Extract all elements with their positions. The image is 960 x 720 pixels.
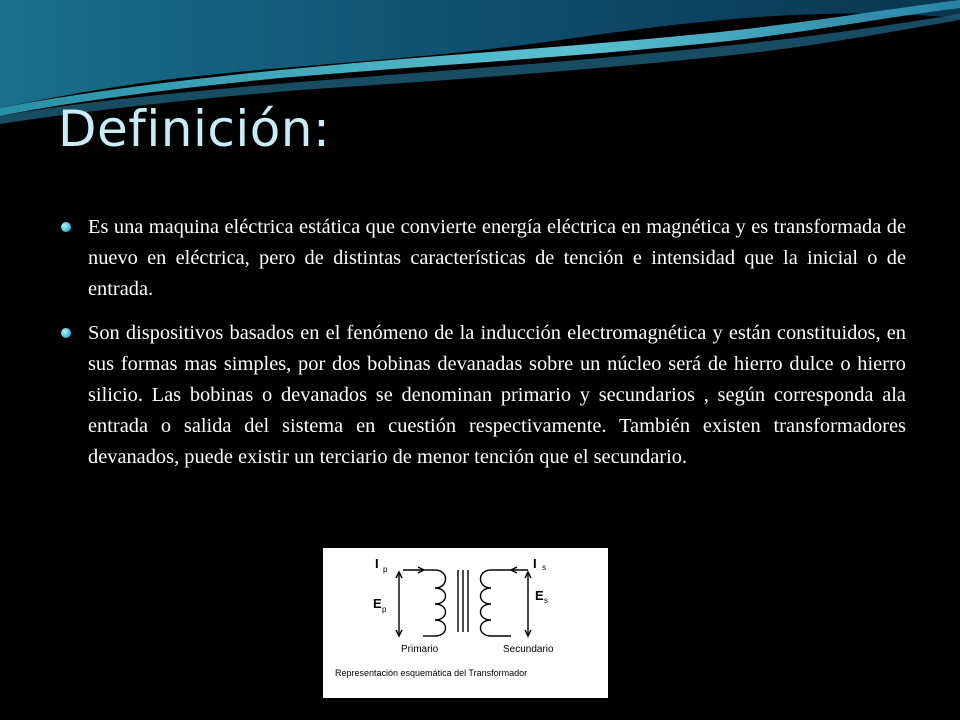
bullet-dot-icon xyxy=(61,222,71,232)
bullet-item xyxy=(60,212,906,306)
primary-current-label: I xyxy=(375,556,379,571)
bullet-list xyxy=(60,212,906,486)
secondary-voltage-label: E xyxy=(535,588,544,603)
slide-title: Definición: xyxy=(58,100,331,158)
secondary-voltage-sub: s xyxy=(544,596,548,605)
transformer-circuit-icon xyxy=(396,567,531,636)
bullet-dot-icon xyxy=(61,328,71,338)
bullet-text: Son dispositivos basados en el fenómeno de la inducción electromagnética y están constituidos, en sus formas mas simples, por dos bobinas devanadas sobre un núcleo será de hierro dulce o hierro silicio. Las bobinas o devanados se denominan primario y secundarios , según corresponda ala entrada o salida del sistema en cuestión respectivamente. También existen transformadores devanados, puede existir un terciario de menor tención que el secundario. xyxy=(88,321,906,469)
transformer-schematic xyxy=(323,548,608,698)
secondary-coil-label: Secundario xyxy=(503,644,554,655)
secondary-current-sub: s xyxy=(542,563,546,572)
transformer-diagram xyxy=(323,548,608,698)
primary-coil-label: Primario xyxy=(401,644,439,655)
primary-voltage-sub: p xyxy=(382,605,387,614)
primary-current-sub: p xyxy=(383,565,388,574)
bullet-text: Es una maquina eléctrica estática que convierte energía eléctrica en magnética y es transformada de nuevo en eléctrica, pero de distintas características de tención e intensidad que la inicial o de entrada. xyxy=(88,216,906,301)
secondary-current-label: I xyxy=(533,556,537,571)
primary-voltage-label: E xyxy=(373,596,382,611)
diagram-caption: Representación esquemática del Transformador xyxy=(335,668,528,678)
bullet-item xyxy=(60,318,906,474)
